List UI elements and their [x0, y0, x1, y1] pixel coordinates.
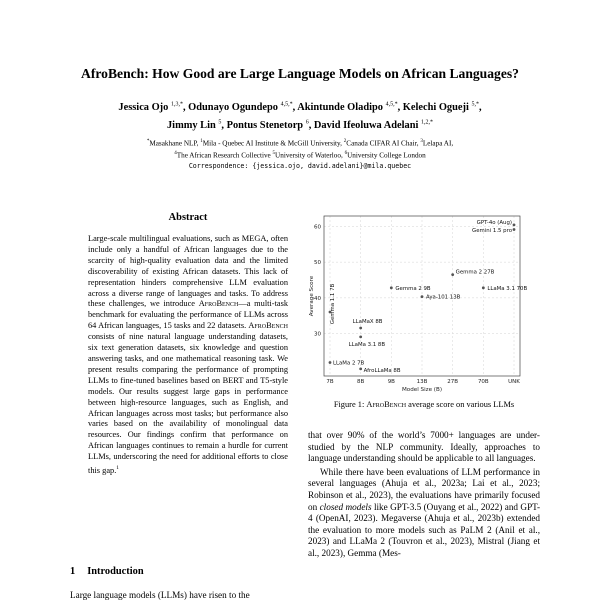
figure-1-caption: Figure 1: AfroBench average score on various LLMs — [333, 400, 515, 409]
scatter-plot — [308, 210, 528, 406]
x-tick-label: 27B — [447, 379, 459, 385]
right-column-text — [308, 430, 540, 560]
data-point — [329, 361, 332, 364]
affiliations — [40, 137, 560, 171]
author-3: Akintunde Oladipo $^{4,5,*}$, — [297, 102, 403, 114]
data-point-label: LLaMa 2 7B — [333, 360, 365, 367]
data-point — [482, 286, 485, 289]
correspondence-email[interactable]: {jessica.ojo, david.adelani}@mila.quebec — [252, 161, 412, 170]
data-point — [359, 327, 362, 330]
data-point-label: Gemma 1.1 7B — [330, 283, 336, 325]
author-list — [40, 98, 560, 133]
author-6: Pontus Stenetorp $^6$, — [226, 119, 314, 131]
affiliations-line-1: *Masakhane NLP, $^1$Mila - Quebec AI Institute & McGill University, $^2$Canada CIFAR AI Chair, $^3$Lelapa AI, — [146, 139, 454, 148]
paper-title: AfroBench: How Good are Large Language Models on African Languages? — [81, 66, 519, 81]
x-tick-label: UNK — [508, 379, 520, 385]
data-point-label: Aya-101 13B — [426, 294, 461, 301]
data-point-label: AfroLLaMa 8B — [363, 367, 401, 374]
data-point-label: LLaMa 3.1 70B — [487, 285, 528, 292]
x-tick-label: 70B — [477, 379, 489, 385]
data-point-label: LLaMa 3.1 8B — [348, 341, 386, 348]
data-point — [421, 295, 424, 298]
figure-1-chart — [308, 210, 528, 406]
author-1: Jessica Ojo $^{1,3,*}$, — [118, 102, 189, 114]
data-point-label: GPT-4o (Aug) — [476, 219, 512, 226]
data-point — [513, 223, 516, 226]
data-point-label: Gemini 1.5 pro — [472, 228, 512, 235]
y-tick-label: 30 — [314, 331, 321, 338]
section-heading-introduction: 1 Introduction — [70, 566, 144, 577]
paragraph: that over 90% of the world’s 7000+ languages are under-studied by the NLP community. Ideally, approaches to language understanding should be applicable to all languages. — [308, 430, 540, 464]
intro-text: Large language models (LLMs) have risen to the — [70, 590, 250, 600]
x-tick-label: 13B — [416, 379, 428, 385]
data-point — [513, 228, 516, 231]
x-tick-label: 8B — [357, 379, 365, 385]
author-7: David Ifeoluwa Adelani $^{1,2,*}$ — [313, 119, 434, 131]
y-axis-label: Average Score — [309, 275, 315, 317]
y-tick-label: 40 — [314, 295, 321, 302]
correspondence: Correspondence: {jessica.ojo, david.adelani}@mila.quebec — [188, 161, 412, 170]
abstract-heading: Abstract — [168, 212, 208, 223]
x-tick-label: 9B — [387, 379, 395, 385]
x-tick-label: 7B — [326, 379, 334, 385]
author-2: Odunayo Ogundepo $^{4,5,*}$, — [188, 102, 298, 114]
affiliations-line-2: $^4$The African Research Collective $^5$University of Waterloo, $^6$University College London — [174, 150, 426, 160]
data-point-label: LLaMaX 8B — [352, 319, 383, 325]
paragraph: While there have been evaluations of LLM performance in several languages (Ahuja et al., 2023a; Lai et al., 2023; Robinson et al., 2023), the evaluations have primarily focused on closed models like GPT-3.5 (Ouyang et al., 2022) and GPT-4 (OpenAI, 2023). Megaverse (Ahuja et al., 2023b) extended the evaluation to more models such as PaLM 2 (Anil et al., 2023) and LLaMa 2 (Touvron et al., 2023), Mistral (Jiang et al., 2023), Gemma (Mes- — [308, 466, 540, 558]
data-point-label: Gemma 2 9B — [395, 285, 431, 292]
data-point — [451, 273, 454, 276]
y-tick-label: 60 — [314, 224, 321, 231]
data-point — [359, 367, 362, 370]
abstract-text: Large-scale multilingual evaluations, such as MEGA, often include only a handful of African languages due to the scarcity of high-quality evaluation data and the limited discoverability of existing African datasets. This lack of representation hinders comprehensive LLM evaluation across a diverse range of languages and tasks. To address these challenges, we introduce AfroBench—a multi-task benchmark for evaluating the performance of LLMs across 64 African languages, 15 tasks and 22 datasets. AfroBench consists of nine natural language understanding datasets, six text generation datasets, six knowledge and question answering tasks, and one mathematical reasoning task. We present results comparing the performance of prompting LLMs to fine-tuned baselines based on BERT and T5-style models. Our results suggest large gaps in performance between high-resource languages, such as English, and African languages across most tasks; but performance also varies based on the availability of monolingual data resources. Our findings confirm that performance on African languages continues to remain a hurdle for current LLMs, underscoring the need for additional efforts to close this gap.$^1$ — [88, 234, 289, 475]
x-axis-label: Model Size (B) — [401, 387, 443, 393]
data-point — [390, 286, 393, 289]
data-point-label: Gemma 2 27B — [455, 269, 495, 276]
author-5: Jimmy Lin $^5$, — [166, 119, 227, 131]
footnote-mark[interactable]: 1 — [116, 465, 120, 472]
data-point — [359, 335, 362, 338]
author-4: Kelechi Ogueji $^{5,*}$, — [402, 102, 482, 114]
y-tick-label: 50 — [314, 260, 321, 267]
